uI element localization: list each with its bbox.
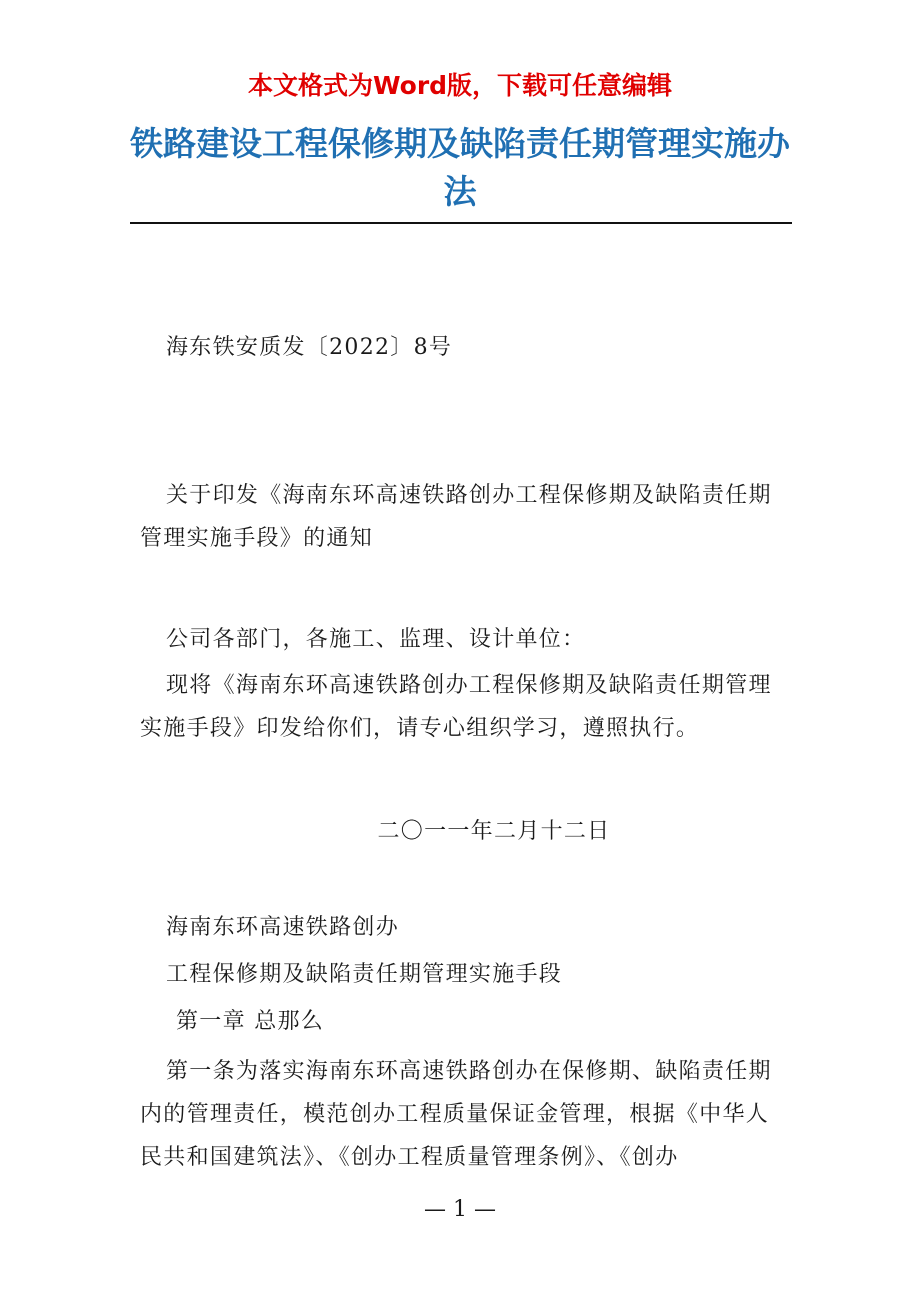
- document-number: 海东铁安质发〔2022〕8号: [166, 335, 453, 360]
- page-number: — 1 —: [424, 1197, 496, 1222]
- download-banner: 本文格式为Word版，下载可任意编辑: [247, 71, 673, 100]
- organization-line: 海南东环高速铁路创办: [166, 915, 400, 940]
- recipients-line: 公司各部门，各施工、监理、设计单位：: [166, 627, 586, 652]
- notice-title: 关于印发《海南东环高速铁路创办工程保修期及缺陷责任期管理实施手段》的通知: [140, 483, 772, 551]
- document-title: 铁路建设工程保修期及缺陷责任期管理实施办法: [130, 124, 790, 211]
- chapter-heading: 第一章 总那么: [176, 1009, 325, 1034]
- issue-date: 二〇一一年二月十二日: [377, 819, 611, 844]
- title-divider: [130, 222, 792, 224]
- notice-body: 现将《海南东环高速铁路创办工程保修期及缺陷责任期管理实施手段》印发给你们，请专心组织学习，遵照执行。: [140, 673, 772, 741]
- article-1-text: 第一条为落实海南东环高速铁路创办在保修期、缺陷责任期内的管理责任，模范创办工程质量保证金管理，根据《中华人民共和国建筑法》、《创办工程质量管理条例》、《创办: [140, 1059, 772, 1170]
- measures-subtitle: 工程保修期及缺陷责任期管理实施手段: [166, 962, 563, 987]
